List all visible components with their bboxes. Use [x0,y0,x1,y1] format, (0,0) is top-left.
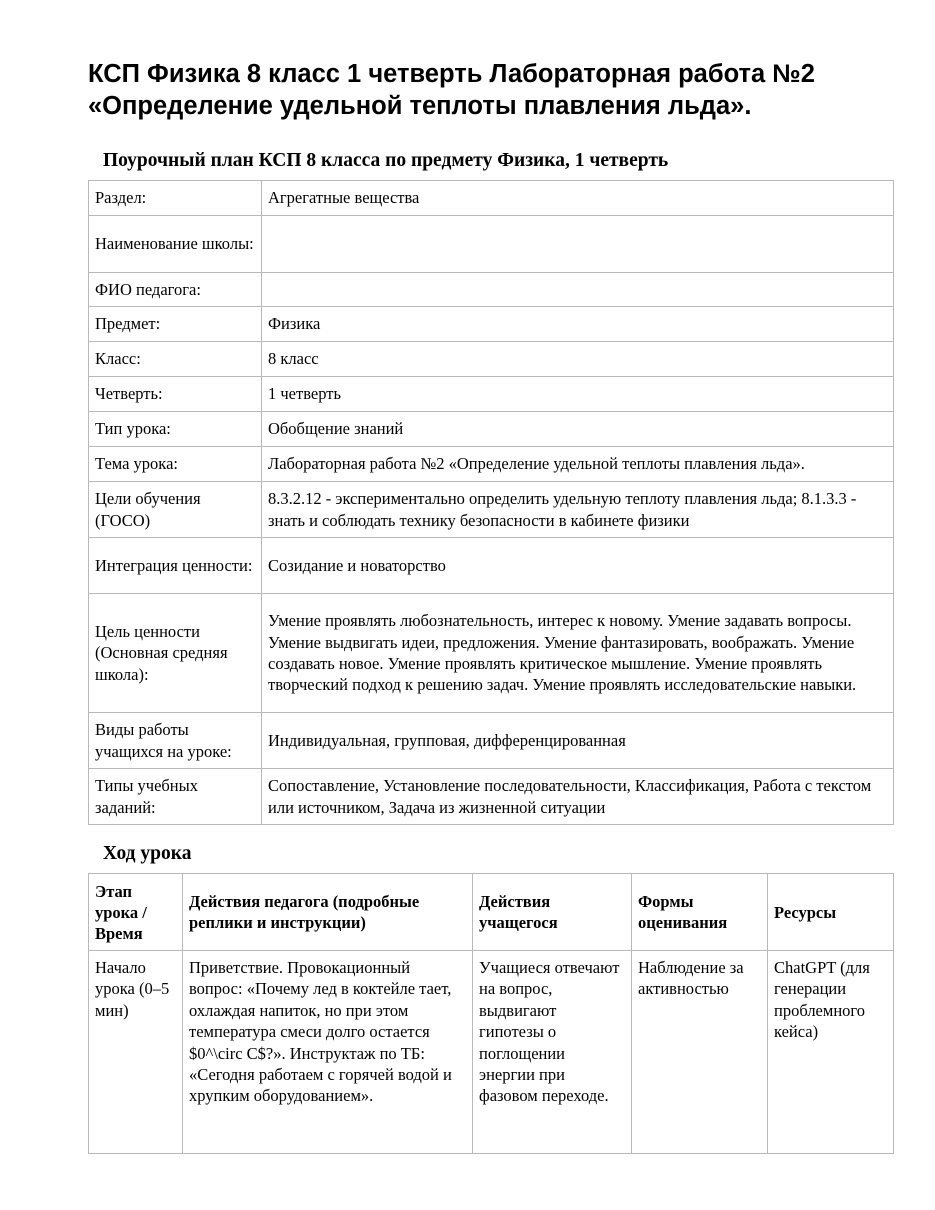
info-value: 1 четверть [262,377,894,412]
plan-heading: Поурочный план КСП 8 класса по предмету Физика, 1 четверть [103,150,669,171]
info-row-quarter [89,377,894,412]
info-value: Обобщение знаний [262,412,894,447]
column-header-student-actions: Действия учащегося [473,874,632,951]
info-row-school [89,216,894,273]
info-value: Умение проявлять любознательность, интерес к новому. Умение задавать вопросы. Умение выдвигать идеи, предложения. Умение фантазировать, воображать. Умение создавать новое. Умение проявлять критическое мышление. Умение проявлять творческий подход к решению задач. Умение проявлять исследовательские навыки. [262,594,894,713]
info-label: Виды работы учащихся на уроке: [89,713,262,769]
info-value: Индивидуальная, групповая, дифференцированная [262,713,894,769]
info-row-topic [89,447,894,482]
lesson-info-table [88,180,894,825]
info-label: Предмет: [89,307,262,342]
info-label: Цели обучения (ГОСО) [89,482,262,538]
info-value: Агрегатные вещества [262,181,894,216]
info-row-values [89,538,894,594]
column-header-stage: Этап урока / Время [89,874,183,951]
info-value [262,273,894,307]
info-row-subject [89,307,894,342]
course-header-row [89,874,894,951]
stage-cell: Начало урока (0–5 мин) [89,951,183,1154]
info-label: Тема урока: [89,447,262,482]
info-label: Тип урока: [89,412,262,447]
resources-cell: ChatGPT (для генерации проблемного кейса) [768,951,894,1154]
info-row-section [89,181,894,216]
info-value: 8.3.2.12 - экспериментально определить удельную теплоту плавления льда; 8.1.3.3 - знать и соблюдать технику безопасности в кабинете физики [262,482,894,538]
course-heading: Ход урока [103,843,192,864]
info-label: Цель ценности (Основная средняя школа): [89,594,262,713]
info-label: Раздел: [89,181,262,216]
info-value [262,216,894,273]
student-actions-cell: Учащиеся отвечают на вопрос, выдвигают гипотезы о поглощении энергии при фазовом переходе. [473,951,632,1154]
column-header-teacher-actions: Действия педагога (подробные реплики и инструкции) [183,874,473,951]
info-label: Интеграция ценности: [89,538,262,594]
info-row-lesson-type [89,412,894,447]
info-value: Лабораторная работа №2 «Определение удельной теплоты плавления льда». [262,447,894,482]
info-row-value-goal [89,594,894,713]
column-header-resources: Ресурсы [768,874,894,951]
info-row-task-types [89,769,894,825]
column-header-assessment: Формы оценивания [632,874,768,951]
info-value: Созидание и новаторство [262,538,894,594]
info-label: Типы учебных заданий: [89,769,262,825]
info-label: ФИО педагога: [89,273,262,307]
document-page [88,0,893,1154]
info-value: Физика [262,307,894,342]
info-label: Четверть: [89,377,262,412]
info-label: Наименование школы: [89,216,262,273]
info-row-work-types [89,713,894,769]
info-label: Класс: [89,342,262,377]
info-value: 8 класс [262,342,894,377]
table-row [89,951,894,1154]
info-row-learning-goals [89,482,894,538]
assessment-cell: Наблюдение за активностью [632,951,768,1154]
info-row-teacher [89,273,894,307]
info-row-grade [89,342,894,377]
info-value: Сопоставление, Установление последовательности, Классификация, Работа с текстом или источником, Задача из жизненной ситуации [262,769,894,825]
document-title: КСП Физика 8 класс 1 четверть Лабораторная работа №2 «Определение удельной теплоты плавления льда». [88,60,815,120]
lesson-course-table [88,873,894,1154]
teacher-actions-cell: Приветствие. Провокационный вопрос: «Почему лед в коктейле тает, охлаждая напиток, но при этом температура смеси долго остается $0^\circ C$?». Инструктаж по ТБ: «Сегодня работаем с горячей водой и хрупким оборудованием». [183,951,473,1154]
